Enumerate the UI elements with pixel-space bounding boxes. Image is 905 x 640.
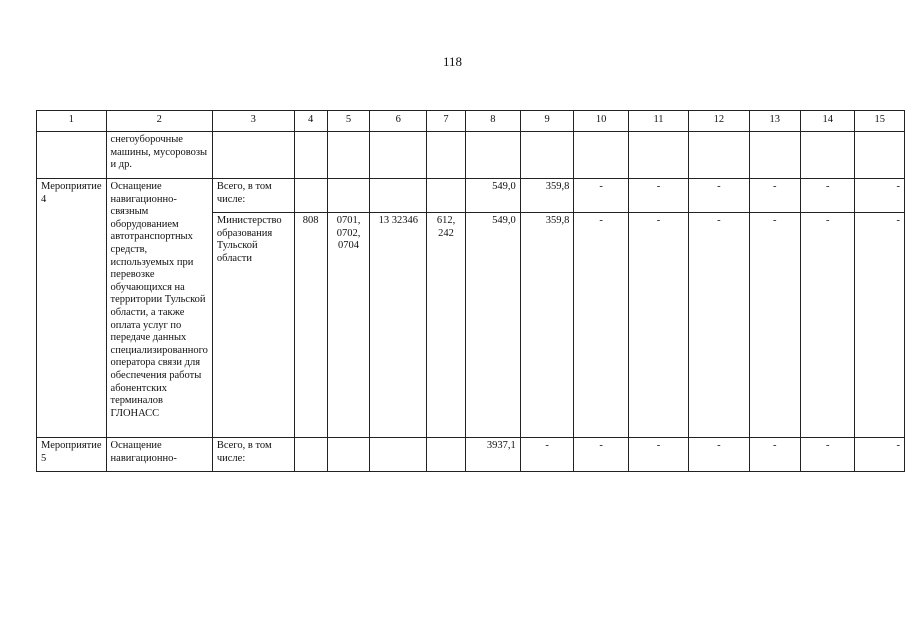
amount-col12: - bbox=[689, 179, 749, 213]
amount-col12: - bbox=[689, 438, 749, 472]
amount-col10: - bbox=[574, 213, 628, 438]
continuation-description: снегоуборочные машины, мусоровозы и др. bbox=[106, 132, 212, 179]
amount-col9: 359,8 bbox=[520, 213, 574, 438]
total-label: Всего, в том числе: bbox=[212, 179, 294, 213]
header-cell: 5 bbox=[327, 111, 370, 132]
measure-label: Мероприятие 5 bbox=[37, 438, 107, 472]
code-col7: 612, 242 bbox=[427, 213, 466, 438]
header-cell: 12 bbox=[689, 111, 749, 132]
page-number: 118 bbox=[442, 54, 463, 69]
header-cell: 3 bbox=[212, 111, 294, 132]
total-label: Всего, в том числе: bbox=[212, 438, 294, 472]
amount-col8: 3937,1 bbox=[465, 438, 520, 472]
header-cell: 9 bbox=[520, 111, 574, 132]
amount-col13: - bbox=[749, 213, 800, 438]
header-cell: 8 bbox=[465, 111, 520, 132]
header-cell: 13 bbox=[749, 111, 800, 132]
header-cell: 4 bbox=[294, 111, 327, 132]
amount-col8: 549,0 bbox=[465, 213, 520, 438]
measure-description: Оснащение навигационно-связным оборудованием автотранспортных средств, используемых при перевозке обучающихся на территории Тульской области, а также оплата услуг по передаче данных специализированного оператора связи для обеспечения работы абонентских терминалов ГЛОНАСС bbox=[106, 179, 212, 438]
amount-col9: 359,8 bbox=[520, 179, 574, 213]
amount-col11: - bbox=[628, 438, 688, 472]
amount-col15: - bbox=[855, 438, 905, 472]
code-col6: 13 32346 bbox=[370, 213, 427, 438]
header-cell: 10 bbox=[574, 111, 628, 132]
measure-description: Оснащение навигационно- bbox=[106, 438, 212, 472]
amount-col14: - bbox=[800, 213, 854, 438]
amount-col11: - bbox=[628, 179, 688, 213]
code-col4: 808 bbox=[294, 213, 327, 438]
amount-col14: - bbox=[800, 179, 854, 213]
amount-col15: - bbox=[855, 213, 905, 438]
header-cell: 11 bbox=[628, 111, 688, 132]
table-row-m5-total bbox=[37, 438, 905, 472]
amount-col13: - bbox=[749, 438, 800, 472]
budget-table bbox=[36, 110, 905, 472]
header-row bbox=[37, 111, 905, 132]
header-cell: 15 bbox=[855, 111, 905, 132]
amount-col8: 549,0 bbox=[465, 179, 520, 213]
amount-col12: - bbox=[689, 213, 749, 438]
amount-col15: - bbox=[855, 179, 905, 213]
header-cell: 7 bbox=[427, 111, 466, 132]
header-cell: 14 bbox=[800, 111, 854, 132]
amount-col9: - bbox=[520, 438, 574, 472]
measure-label: Мероприятие 4 bbox=[37, 179, 107, 438]
amount-col11: - bbox=[628, 213, 688, 438]
code-col5: 0701, 0702, 0704 bbox=[327, 213, 370, 438]
header-cell: 1 bbox=[37, 111, 107, 132]
executor-label: Министерство образования Тульской области bbox=[212, 213, 294, 438]
amount-col14: - bbox=[800, 438, 854, 472]
amount-col13: - bbox=[749, 179, 800, 213]
amount-col10: - bbox=[574, 438, 628, 472]
table-row-m4-total bbox=[37, 179, 905, 213]
amount-col10: - bbox=[574, 179, 628, 213]
header-cell: 6 bbox=[370, 111, 427, 132]
table-row-continuation bbox=[37, 132, 905, 179]
header-cell: 2 bbox=[106, 111, 212, 132]
